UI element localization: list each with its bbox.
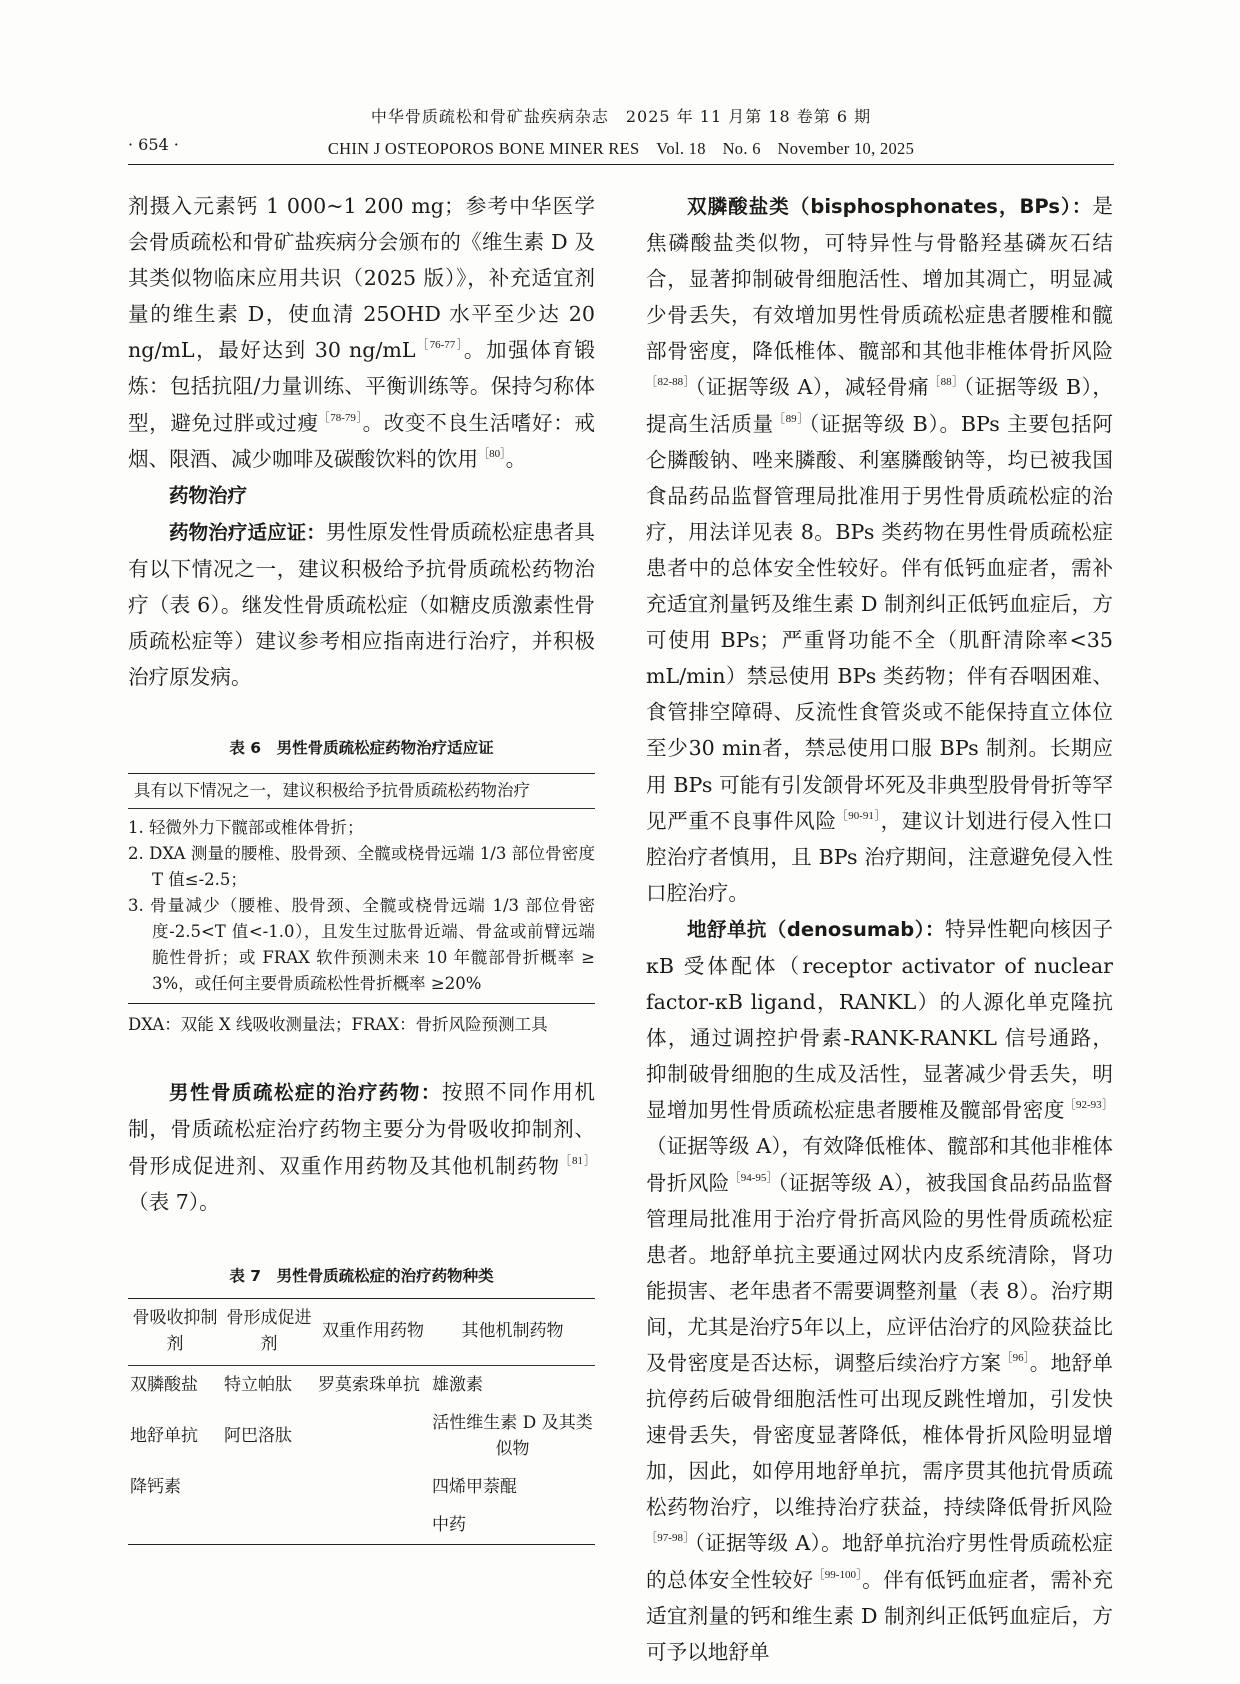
text-span: 剂摄入元素钙 1 000~1 200 mg；参考中华医学会骨质疏松和骨矿盐疾病分会颁布的《维生素 D 及其类似物临床应用共识（2025 版）》，补充适宜剂量的维生素 D，使血清 25OHD 水平至少达 20 ng/mL，最好达到 30 ng/mL xyxy=(128,194,595,363)
table-cell xyxy=(316,1506,430,1545)
table-cell: 罗莫索珠单抗 xyxy=(318,1374,420,1395)
text-span: （证据等级 A），减轻骨痛 xyxy=(695,375,930,400)
table-cell xyxy=(316,1468,430,1506)
text-span: （证据等级 B），提高生活质量 xyxy=(646,375,1113,436)
table-caption: 表 7 男性骨质疏松症的治疗药物种类 xyxy=(229,1266,494,1285)
running-header xyxy=(128,104,1114,170)
run-in-label: 地舒单抗（denosumab）： xyxy=(687,917,945,941)
text-span: 。伴有低钙血症者，需补充适宜剂量的钙和维生素 D 制剂纠正低钙血症后，方可予以地舒单 xyxy=(646,1567,1114,1664)
table-row xyxy=(128,1365,595,1404)
section-heading xyxy=(128,477,595,514)
text-span: 男性原发性骨质疏松症患者具有以下情况之一，建议积极给予抗骨质疏松药物治疗（表 6）。继发性骨质疏松症（如糖皮质激素性骨质疏松症等）建议参考相应指南进行治疗，并积极治疗原发病。 xyxy=(128,519,595,690)
table-cell: 雄激素 xyxy=(432,1374,483,1395)
list-item: 1. 轻微外力下髋部或椎体骨折； xyxy=(128,818,364,838)
text-span: 。地舒单抗停药后破骨细胞活性可出现反跳性增加，引发快速骨丢失，骨密度显著降低，椎体骨折风险明显增加，因此，如停用地舒单抗，需序贯其他抗骨质疏松药物治疗，以维持治疗获益，持续降低骨折风险 xyxy=(646,1351,1114,1520)
citation: ［92-93］ xyxy=(1064,1099,1113,1112)
header-rule xyxy=(128,164,1114,165)
text-span: 按照不同作用机制，骨质疏松症治疗药物主要分为骨吸收抑制剂、骨形成促进剂、双重作用药物及其他机制药物 xyxy=(128,1080,595,1178)
table-cell: 四烯甲萘醌 xyxy=(432,1476,517,1497)
list-item: 2. DXA 测量的腰椎、股骨颈、全髋或桡骨远端 1/3 部位骨密度 T 值≤-2.5； xyxy=(128,844,595,890)
table-row xyxy=(128,1404,595,1468)
column-header: 骨形成促进剂 xyxy=(226,1307,312,1354)
table-6 xyxy=(128,735,595,1038)
left-column xyxy=(128,188,595,1545)
table-cell: 降钙素 xyxy=(130,1476,181,1497)
table-7 xyxy=(128,1264,595,1545)
citation: ［80］ xyxy=(478,447,506,460)
citation: ［78-79］ xyxy=(318,411,363,424)
run-in-label: 男性骨质疏松症的治疗药物： xyxy=(169,1081,442,1105)
table-cell: 地舒单抗 xyxy=(130,1425,198,1446)
text-span: 。 xyxy=(505,446,527,471)
column-header: 双重作用药物 xyxy=(322,1320,424,1341)
indication-list xyxy=(128,809,595,1003)
right-column xyxy=(646,188,1113,1670)
citation: ［97-98］ xyxy=(646,1532,695,1545)
citation: ［82-88］ xyxy=(646,376,696,389)
citation: ［96］ xyxy=(1001,1352,1030,1364)
text-span: （证据等级 A），有效降低椎体、髋部和其他非椎体骨折风险 xyxy=(646,1134,1113,1195)
text-span: 。加强体育锻炼：包括抗阻/力量训练、平衡训练等。保持匀称体型，避免过胖或过瘦 xyxy=(128,338,595,435)
text-span: （证据等级 A）。地舒单抗治疗男性骨质疏松症的总体安全性较好 xyxy=(646,1531,1113,1592)
table-header: 具有以下情况之一，建议积极给予抗骨质疏松药物治疗 xyxy=(134,781,530,801)
table-cell: 特立帕肽 xyxy=(224,1374,292,1395)
citation: ［94-95］ xyxy=(729,1171,778,1184)
citation: ［99-100］ xyxy=(813,1568,863,1581)
table-cell: 双膦酸盐 xyxy=(130,1374,198,1395)
table-cell: 活性维生素 D 及其类似物 xyxy=(432,1412,593,1459)
table-cell xyxy=(222,1506,316,1545)
table-cell: 阿巴洛肽 xyxy=(224,1425,292,1446)
text-span: 特异性靶向核因子κB 受体配体（receptor activator of nuclear factor-κB ligand，RANKL）的人源化单克隆抗体，通过调控护骨素-RANK-RANKL 信号通路，抑制破骨细胞的生成及活性，显著减少骨丢失，明显增加男性骨质疏松症患者腰椎及髋部骨密度 xyxy=(646,916,1114,1123)
page-number: · 654 · xyxy=(128,135,179,154)
text-span: ，建议计划进行侵入性口腔治疗者慎用，且 BPs 治疗期间，注意避免侵入性口腔治疗。 xyxy=(646,808,1114,905)
run-in-label: 双膦酸盐类（bisphosphonates，BPs）： xyxy=(687,195,1093,218)
table-row xyxy=(128,1468,595,1506)
table-footnote: DXA：双能 X 线吸收测量法；FRAX：骨折风险预测工具 xyxy=(128,1015,548,1035)
run-in-label: 药物治疗适应证： xyxy=(169,520,326,544)
paragraph-drug-classes xyxy=(128,1074,595,1219)
journal-title-en: CHIN J OSTEOPOROS BONE MINER RES Vol. 18 No. 6 November 10, 2025 xyxy=(327,139,915,158)
paragraph-lifestyle xyxy=(128,188,595,477)
column-header: 其他机制药物 xyxy=(461,1320,564,1341)
citation: ［81］ xyxy=(560,1154,596,1167)
column-header: 骨吸收抑制剂 xyxy=(132,1307,218,1354)
text-span: 是焦磷酸盐类似物，可特异性与骨骼羟基磷灰石结合，显著抑制破骨细胞活性、增加其凋亡，明显减少骨丢失，有效增加男性骨质疏松症患者腰椎和髋部骨密度，降低椎体、髋部和其他非椎体骨折风险 xyxy=(646,194,1113,364)
drug-table xyxy=(128,1298,595,1545)
table-cell: 中药 xyxy=(432,1514,466,1535)
paragraph-indications xyxy=(128,514,595,695)
table-header-row xyxy=(128,1298,595,1365)
table-cell xyxy=(128,1506,222,1545)
journal-title-cn: 中华骨质疏松和骨矿盐疾病杂志 2025 年 11 月第 18 卷第 6 期 xyxy=(370,107,872,126)
paragraph-bisphosphonates xyxy=(646,188,1113,911)
text-span: 。改变不良生活嗜好：戒烟、限酒、减少咖啡及碳酸饮料的饮用 xyxy=(128,410,596,471)
list-item: 3. 骨量减少（腰椎、股骨颈、全髋或桡骨远端 1/3 部位骨密度-2.5<T 值<-1.0），且发生过肱骨近端、骨盆或前臂远端脆性骨折；或 FRAX 软件预测未来 10 年髋部骨折概率 ≥ 3%，或任何主要骨质疏松性骨折概率 ≥20% xyxy=(128,896,595,994)
heading-text: 药物治疗 xyxy=(169,483,248,507)
table-caption: 表 6 男性骨质疏松症药物治疗适应证 xyxy=(229,739,494,758)
table-cell xyxy=(222,1468,316,1506)
citation: ［90-91］ xyxy=(836,809,881,822)
citation: ［88］ xyxy=(929,376,964,389)
table-cell xyxy=(316,1404,430,1468)
table-row xyxy=(128,1506,595,1545)
citation: ［89］ xyxy=(773,412,810,425)
text-span: （证据等级 A），被我国食品药品监督管理局批准用于治疗骨折高风险的男性骨质疏松症患者。地舒单抗主要通过网状内皮系统清除，肾功能损害、老年患者不需要调整剂量（表 8）。治疗期间，尤其是治疗5年以上，应评估治疗的风险获益比及骨密度是否达标，调整后续治疗方案 xyxy=(646,1170,1113,1375)
text-span: （证据等级 B）。BPs 主要包括阿仑膦酸钠、唑来膦酸、利塞膦酸钠等，均已被我国食品药品监督管理局批准用于男性骨质疏松症的治疗，用法详见表 8。BPs 类药物在男性骨质疏松症患者中的总体安全性较好。伴有低钙血症者，需补充适宜剂量钙及维生素 D 制剂纠正低钙血症后，方可使用 BPs；严重肾功能不全（肌酐清除率<35 mL/min）禁忌使用 BPs 类药物；伴有吞咽困难、食管排空障碍、反流性食管炎或不能保持直立体位至少30 min者，禁忌使用口服 BPs 制剂。长期应用 BPs 可能有引发颌骨坏死及非典型股骨骨折等罕见严重不良事件风险 xyxy=(646,411,1114,833)
paragraph-denosumab xyxy=(646,911,1113,1670)
citation: ［76-77］ xyxy=(415,339,464,352)
text-span: （表 7）。 xyxy=(128,1189,220,1214)
